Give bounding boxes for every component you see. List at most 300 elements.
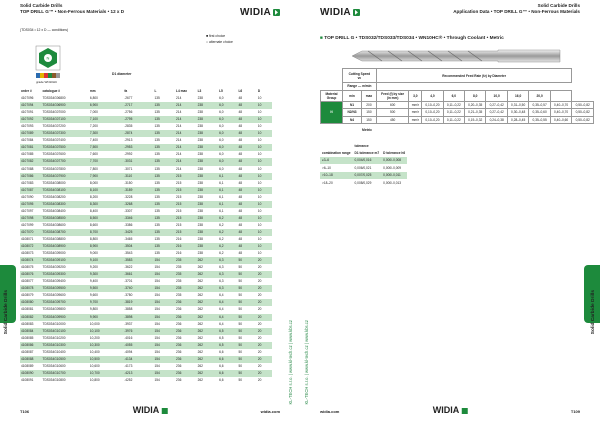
svg-text:N: N	[46, 55, 50, 61]
table-row	[20, 229, 272, 236]
table-cell: 262	[197, 299, 219, 306]
table-cell: 8,100	[89, 187, 123, 194]
table-cell: .4134	[123, 356, 153, 363]
table-cell: 48	[237, 144, 256, 151]
table-cell: 4108086	[20, 342, 42, 349]
table-cell: 9,800	[89, 307, 98, 312]
left-url[interactable]: widia.com	[260, 409, 280, 414]
table-cell: 135	[154, 201, 176, 208]
table-cell: TDS034G07400	[42, 138, 66, 143]
table-row	[20, 215, 272, 222]
table-cell: 48	[238, 194, 243, 199]
table-cell: 50	[238, 265, 243, 270]
table-cell: 4108085	[21, 335, 34, 340]
table-cell: 50	[237, 299, 256, 306]
table-cell: 4108077	[21, 279, 34, 284]
left-page-number: T106	[20, 409, 30, 414]
table-row	[20, 208, 272, 215]
table-cell: .2835	[124, 124, 133, 129]
table-cell: 4108091	[21, 377, 34, 382]
app-blank-cell-2	[321, 83, 343, 91]
table-cell: TDS034G07300	[42, 130, 89, 137]
table-cell: .3150	[124, 180, 133, 185]
table-cell: 262	[197, 265, 203, 270]
table-cell: TDS034G08000	[42, 180, 66, 185]
right-footer	[300, 402, 600, 414]
table-cell: 214	[175, 116, 197, 123]
table-cell: 48	[237, 229, 256, 236]
table-cell: 9,200	[89, 265, 98, 270]
table-cell: 7,700	[89, 158, 123, 165]
app-cell: 0,21–0,35	[464, 109, 485, 117]
table-cell: 6,1	[219, 208, 224, 213]
table-cell: TDS034G07200	[42, 124, 66, 129]
table-row	[20, 257, 272, 264]
col-order: order #	[21, 89, 32, 94]
table-cell: 262	[197, 370, 219, 377]
table-cell: 20	[257, 257, 272, 264]
table-cell: 48	[238, 237, 243, 241]
table-cell: 154	[154, 335, 160, 340]
table-cell: 4107082	[20, 158, 42, 165]
table-cell: 215	[175, 201, 197, 208]
table-cell: 154	[154, 356, 176, 363]
table-cell: 154	[154, 271, 176, 278]
table-cell: 6,1	[218, 173, 237, 180]
table-cell: 216	[176, 237, 182, 241]
table-cell: 238	[197, 173, 219, 180]
app-cell: 0,19–0,32	[464, 116, 485, 124]
right-url[interactable]: widia.com	[320, 409, 340, 414]
table-cell: 154	[154, 342, 176, 349]
table-cell: .3425	[123, 229, 153, 236]
table-cell: 236	[175, 356, 197, 363]
table-cell: 214	[176, 166, 182, 171]
material-group-header: Material Group	[321, 90, 343, 101]
diameter-header: 6,0	[443, 90, 464, 101]
table-cell: 135	[154, 130, 176, 137]
table-cell: TDS034G07000	[42, 110, 66, 115]
right-page-number: T109	[570, 409, 580, 414]
table-cell: .2717	[123, 102, 153, 109]
table-cell: 10	[257, 110, 262, 115]
app-cell: 0,11–0,22	[443, 116, 464, 124]
table-cell: 50	[237, 370, 256, 377]
app-cell: 0,50–0,82	[572, 109, 594, 117]
table-cell: 6,2	[219, 222, 224, 227]
table-cell: 4107095	[20, 201, 42, 208]
table-cell: 6,3	[218, 285, 237, 292]
table-cell: .2677	[124, 96, 133, 101]
table-cell: 10,800	[89, 377, 100, 382]
col-catalogue: catalogue #	[42, 89, 61, 94]
table-cell: 4108078	[20, 285, 42, 292]
table-row	[20, 342, 272, 349]
table-cell: 135	[154, 144, 176, 151]
table-cell: 262	[197, 377, 203, 382]
table-cell: 4108080	[20, 299, 42, 306]
table-cell: 135	[154, 194, 160, 199]
table-cell: .2874	[123, 130, 153, 137]
table-cell: 4107087	[20, 187, 42, 194]
table-cell: .3898	[123, 314, 153, 321]
table-cell: TDS034G07800	[42, 166, 66, 171]
table-cell: 10	[257, 130, 272, 137]
table-cell: 154	[154, 257, 176, 264]
table-cell: 50	[237, 271, 256, 278]
table-cell: 48	[237, 130, 256, 137]
table-cell: TDS034G08900	[42, 243, 89, 250]
table-cell: TDS034G06800	[42, 96, 66, 101]
table-row	[20, 328, 272, 335]
table-cell: 6,6	[219, 363, 224, 368]
table-cell: 6,2	[218, 243, 237, 250]
app-cell: 0,27–0,42	[486, 109, 507, 117]
table-cell: 235	[175, 257, 197, 264]
tolerance-cell: >6–10	[322, 165, 331, 170]
table-cell: 154	[154, 293, 160, 298]
table-cell: .4094	[124, 349, 133, 354]
table-cell: 10,200	[89, 335, 100, 340]
app-header-row-1	[321, 69, 594, 83]
table-cell: TDS034G09800	[42, 307, 66, 312]
table-cell: 154	[154, 370, 176, 377]
table-cell: .3858	[124, 307, 133, 312]
table-row	[20, 264, 272, 271]
table-cell: 6,1	[218, 201, 237, 208]
table-cell: 4107094	[20, 102, 42, 109]
table-row	[20, 151, 272, 158]
table-cell: 9,500	[89, 285, 123, 292]
table-row	[20, 95, 272, 102]
table-cell: 10	[257, 243, 272, 250]
table-cell: TDS034G08500	[42, 215, 89, 222]
table-cell: 10,300	[89, 342, 123, 349]
table-cell: 238	[197, 102, 219, 109]
table-cell: 10	[257, 138, 262, 143]
table-cell: .3268	[123, 201, 153, 208]
table-row	[20, 222, 272, 229]
table-cell: .3386	[124, 222, 133, 227]
table-cell: 262	[197, 257, 219, 264]
table-cell: 6,6	[218, 370, 237, 377]
col-l4: L4 max	[176, 89, 188, 94]
table-cell: 48	[237, 201, 256, 208]
table-cell: 4108072	[20, 243, 42, 250]
table-cell: 10	[257, 208, 262, 213]
table-cell: 7,600	[89, 152, 98, 157]
table-cell: 238	[197, 180, 203, 185]
table-cell: 48	[237, 243, 256, 250]
table-row	[20, 109, 272, 116]
table-cell: 235	[176, 265, 182, 270]
table-row	[20, 130, 272, 137]
table-row	[20, 377, 272, 384]
table-cell: TDS034G10200	[42, 335, 66, 340]
table-cell: 4107088	[21, 166, 34, 171]
table-row	[20, 173, 272, 180]
app-cell: 600	[376, 101, 409, 109]
table-cell: 20	[257, 342, 272, 349]
tol-head-range: combination range	[322, 151, 351, 156]
table-cell: TDS034G06900	[42, 102, 89, 109]
table-cell: 4107070	[20, 229, 42, 236]
tolerance-cell: 0,007/0,025	[353, 172, 382, 179]
table-cell: 50	[238, 377, 243, 382]
table-cell: 262	[197, 285, 219, 292]
table-cell: 238	[197, 158, 219, 165]
app-cell: mm/r	[409, 116, 422, 124]
app-data-title	[320, 36, 504, 41]
col-fa: fa	[124, 89, 128, 94]
left-widia-logo	[240, 7, 280, 18]
table-row	[20, 299, 272, 306]
grade-color-strip	[34, 73, 62, 79]
table-cell: .3740	[123, 285, 153, 292]
table-cell: 8,600	[89, 222, 98, 227]
table-cell: 7,200	[89, 124, 98, 129]
table-cell: 6,2	[219, 251, 224, 256]
app-header-row-2	[321, 83, 594, 91]
right-section-line2: Application Data • TOP DRILL G™ • Non-Ferrous Materials	[453, 9, 580, 14]
table-cell: 238	[197, 187, 219, 194]
col-mm: mm	[89, 89, 96, 94]
app-cell: 150	[362, 109, 377, 117]
table-row	[20, 123, 272, 130]
table-cell: TDS034G10700	[42, 370, 89, 377]
table-cell: 7,500	[89, 144, 123, 151]
left-section-title	[20, 3, 124, 15]
table-cell: .3701	[124, 279, 133, 284]
table-cell: 135	[154, 102, 176, 109]
tolerance-row	[320, 172, 407, 179]
table-cell: 236	[176, 349, 182, 354]
table-cell: TDS034G08100	[42, 187, 89, 194]
table-cell: TDS034G09900	[42, 314, 89, 321]
diameter-header: 16,0	[507, 90, 528, 101]
app-cell: 0,40–0,70	[550, 101, 571, 109]
tolerance-row	[320, 164, 407, 171]
table-cell: 4108089	[21, 363, 34, 368]
right-footer-logo-text: WIDIA	[432, 405, 460, 415]
table-row	[20, 349, 272, 356]
table-cell: 238	[197, 110, 203, 115]
table-row	[20, 278, 272, 285]
table-cell: 236	[176, 307, 182, 312]
table-cell: 48	[238, 124, 243, 129]
table-cell: 6,6	[218, 356, 237, 363]
table-row	[20, 194, 272, 201]
table-cell: 10	[257, 180, 262, 185]
table-cell: 135	[154, 158, 176, 165]
tol-head-d1: D1 tolerance m7	[354, 151, 380, 156]
tolerance-heading	[362, 128, 372, 132]
table-cell: 6,3	[218, 257, 237, 264]
table-cell: 4108087	[21, 349, 34, 354]
table-cell: 48	[238, 208, 243, 213]
table-cell: TDS034G07900	[42, 173, 89, 180]
table-cell: 10,100	[89, 328, 123, 335]
range-header: Range — m/min	[343, 83, 377, 91]
table-cell: TDS034G10800	[42, 377, 66, 382]
table-cell: 238	[197, 96, 203, 101]
table-cell: 8,300	[89, 201, 123, 208]
table-cell: 10	[257, 187, 272, 194]
table-cell: 135	[154, 152, 160, 157]
table-row	[20, 292, 272, 299]
table-cell: 154	[154, 285, 176, 292]
table-row	[20, 137, 272, 144]
table-cell: 10	[257, 215, 272, 222]
table-cell: TDS034G10100	[42, 328, 89, 335]
table-cell: 10,700	[89, 370, 123, 377]
app-cell: 0,11–0,22	[443, 109, 464, 117]
tolerance-sub: tolerance	[354, 143, 369, 148]
tolerance-cell: >10–18	[320, 172, 353, 179]
table-cell: 10,500	[89, 356, 123, 363]
app-cell: 0,31–0,50	[507, 101, 528, 109]
table-cell: 238	[197, 144, 219, 151]
table-cell: TDS034G08400	[42, 208, 66, 213]
table-cell: TDS034G07700	[42, 158, 89, 165]
table-cell: 48	[238, 180, 243, 185]
table-cell: 7,800	[89, 166, 98, 171]
app-data-row	[321, 109, 594, 117]
table-cell: 50	[237, 356, 256, 363]
table-cell: 154	[154, 307, 160, 312]
table-cell: 236	[175, 299, 197, 306]
table-cell: 7,400	[89, 138, 98, 143]
table-cell: 6,6	[219, 349, 224, 354]
recommended-feed-header: Recommended Feed Rate (fz) by Diameter	[376, 69, 571, 83]
table-cell: 215	[175, 173, 197, 180]
app-cell: 0,50–0,82	[572, 116, 594, 124]
tolerance-cell: ≥3–6	[320, 157, 353, 164]
tolerance-cell: 0,000/-0,009	[383, 165, 402, 170]
table-cell: 4108084	[20, 328, 42, 335]
tolerance-cell: 0,000/-0,008	[381, 157, 407, 164]
table-cell: 214	[176, 138, 182, 143]
table-cell: 262	[197, 307, 203, 312]
table-cell: 135	[154, 208, 160, 213]
table-cell: 4107083	[21, 180, 34, 185]
table-cell: 6,2	[218, 215, 237, 222]
table-cell: 4107099	[21, 222, 34, 227]
table-cell: .3307	[124, 208, 133, 213]
app-blank-cell-3	[376, 83, 571, 91]
table-cell: 50	[238, 293, 243, 298]
table-cell: 6,2	[219, 237, 224, 241]
right-page	[300, 0, 600, 424]
table-cell: 48	[238, 110, 243, 115]
table-cell: TDS034G10300	[42, 342, 89, 349]
table-cell: 10	[257, 124, 262, 129]
table-cell: 216	[176, 251, 182, 256]
table-cell: 135	[154, 173, 176, 180]
table-cell: 214	[176, 96, 182, 101]
table-cell: .3819	[123, 299, 153, 306]
table-cell: 8,900	[89, 243, 123, 250]
table-cell: 50	[238, 307, 243, 312]
table-cell: 236	[176, 377, 182, 382]
table-cell: 238	[197, 194, 203, 199]
table-cell: 50	[237, 314, 256, 321]
tolerance-cell: 0,000/-0,011	[381, 172, 407, 179]
table-cell: 6,0	[218, 116, 237, 123]
table-cell: 20	[257, 370, 272, 377]
table-cell: .3976	[123, 328, 153, 335]
table-cell: 6,0	[219, 124, 224, 129]
table-cell: 4107084	[21, 138, 34, 143]
table-cell: 9,700	[89, 299, 123, 306]
legend-alt-choice: ○ alternate choice	[206, 40, 233, 44]
table-cell: 154	[154, 279, 160, 284]
table-cell: 4107085	[21, 152, 34, 157]
table-cell: 135	[154, 237, 160, 241]
table-cell: 135	[154, 124, 160, 129]
table-cell: 214	[176, 152, 182, 157]
table-cell: 4107093	[21, 124, 34, 129]
app-data-row	[321, 116, 594, 124]
right-footer-logo	[433, 405, 468, 415]
table-cell: 20	[257, 335, 262, 340]
tolerance-title: Metric	[362, 128, 372, 132]
table-cell: 50	[237, 257, 256, 264]
table-cell: .3622	[124, 265, 133, 270]
table-cell: 48	[238, 152, 243, 157]
table-cell: 50	[238, 335, 243, 340]
table-cell: .2953	[123, 144, 153, 151]
col-l3: L3	[197, 89, 202, 94]
table-cell: TDS034G09700	[42, 299, 89, 306]
table-cell: 20	[257, 293, 262, 298]
table-cell: 6,2	[218, 229, 237, 236]
col-d: D	[257, 89, 261, 94]
table-cell: 6,4	[219, 321, 224, 326]
table-row	[20, 363, 272, 370]
table-cell: .2756	[124, 110, 133, 115]
table-cell: 262	[197, 314, 219, 321]
table-cell: 48	[237, 158, 256, 165]
table-cell: 6,5	[218, 342, 237, 349]
table-cell: 6,0	[218, 144, 237, 151]
app-data-row	[321, 101, 594, 109]
table-cell: 214	[176, 124, 182, 129]
table-cell: 262	[197, 293, 203, 298]
table-cell: .3543	[124, 251, 133, 256]
col-l: L	[154, 89, 157, 94]
table-cell: 4108083	[21, 321, 34, 326]
table-cell: 262	[197, 271, 219, 278]
table-row	[20, 201, 272, 208]
app-cell: 200	[362, 101, 377, 109]
table-cell: 4108074	[20, 257, 42, 264]
table-cell: 6,3	[219, 279, 224, 284]
table-row	[20, 243, 272, 250]
table-cell: 10	[257, 96, 262, 101]
app-cell: 500	[376, 109, 409, 117]
table-cell: 154	[154, 328, 176, 335]
material-subgroup: N1	[343, 101, 362, 109]
application-table	[320, 68, 594, 124]
table-row	[20, 370, 272, 377]
left-side-label: Solid Carbide Drills	[4, 290, 9, 335]
drill-illustration	[348, 46, 564, 66]
table-cell: 6,3	[218, 271, 237, 278]
table-cell: 135	[154, 96, 160, 101]
table-cell: 4108090	[20, 370, 42, 377]
table-cell: 238	[197, 229, 219, 236]
